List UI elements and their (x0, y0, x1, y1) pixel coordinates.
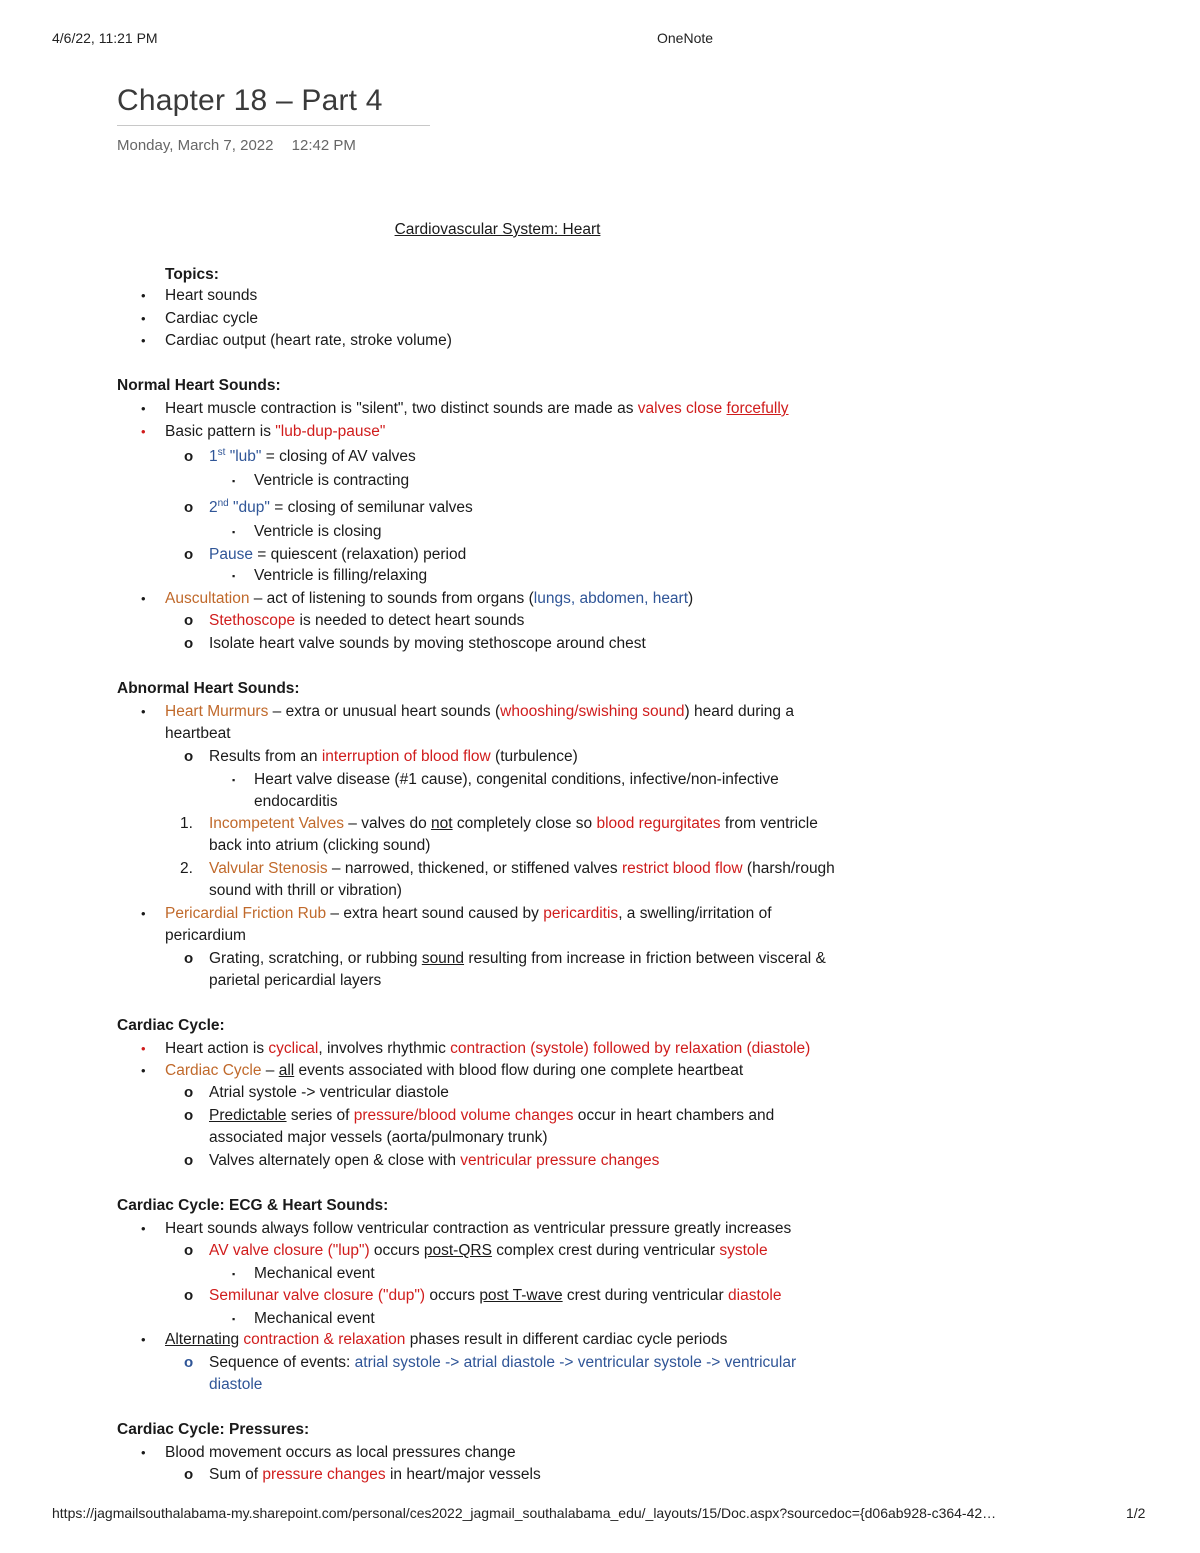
square-marker: ▪ (232, 775, 236, 785)
circle-marker: o (184, 635, 194, 652)
bullet-marker: • (141, 906, 146, 921)
highlight-text: pericarditis (543, 905, 619, 922)
term-text: Incompetent Valves (209, 815, 344, 832)
circle-marker: o (184, 1287, 194, 1304)
highlight-text: "lub-dup-pause" (275, 423, 386, 440)
text-run: completely close so (452, 815, 597, 832)
list-item (165, 1061, 743, 1081)
text-run: (turbulence) (490, 748, 578, 765)
bullet-marker: • (141, 424, 146, 439)
bullet-marker: • (141, 704, 146, 719)
bullet-marker: • (141, 1063, 146, 1078)
circle-marker: o (184, 1107, 194, 1124)
text-run: – valves do (343, 815, 432, 832)
list-item (209, 447, 416, 467)
highlight-text: Stethoscope (209, 612, 296, 629)
list-item: Ventricle is contracting (254, 472, 410, 489)
text-run: , a swelling/irritation of (618, 905, 772, 922)
term-text: Cardiac Cycle (165, 1062, 262, 1079)
circle-marker: o (184, 1354, 194, 1371)
print-footer (0, 1505, 1200, 1523)
list-item (209, 859, 835, 879)
text-run: Results from an (209, 748, 322, 765)
term-text: Auscultation (165, 590, 250, 607)
term-text: Pericardial Friction Rub (165, 905, 327, 922)
text-run: – act of listening to sounds from organs ( (249, 590, 534, 607)
highlight-text: whooshing/swishing sound (500, 703, 685, 720)
square-marker: ▪ (232, 1314, 236, 1324)
square-marker: ▪ (232, 527, 236, 537)
text-run: phases result in different cardiac cycle periods (405, 1331, 728, 1348)
list-item (209, 1353, 796, 1373)
circle-marker: o (184, 748, 194, 765)
highlight-text: AV valve closure ("lup") (209, 1242, 370, 1259)
text-run: = quiescent (relaxation) period (252, 546, 467, 563)
text-run: = closing of AV valves (261, 448, 416, 465)
bullet-marker: • (141, 1221, 146, 1236)
text-run: Grating, scratching, or rubbing (209, 950, 422, 967)
text-run: = closing of semilunar valves (269, 499, 473, 516)
list-item: Atrial systole -> ventricular diastole (209, 1084, 449, 1101)
highlight-text: pressure changes (262, 1466, 386, 1483)
section-heading: Cardiac Cycle: Pressures: (117, 1421, 310, 1438)
numbered-marker: 2. (180, 860, 193, 877)
bullet-marker: • (141, 591, 146, 606)
emphasis-text: Predictable (209, 1107, 287, 1124)
text-run: occur in heart chambers and (573, 1107, 775, 1124)
list-item (209, 747, 578, 767)
emphasis-text: all (278, 1062, 295, 1079)
bullet-marker: • (141, 1332, 146, 1347)
highlight-text: "lub" (225, 448, 262, 465)
text-run: Basic pattern is (165, 423, 276, 440)
emphasis-text: post T-wave (479, 1287, 563, 1304)
square-marker: ▪ (232, 571, 236, 581)
numbered-marker: 1. (180, 815, 193, 832)
list-item (165, 1330, 727, 1350)
list-item: Blood movement occurs as local pressures change (165, 1444, 516, 1461)
highlight-text: atrial systole -> atrial diastole -> ventricular systole -> ventricular (354, 1354, 797, 1371)
list-item (209, 1286, 781, 1306)
circle-marker: o (184, 546, 194, 563)
bullet-marker: • (141, 1041, 146, 1056)
list-item (209, 545, 466, 565)
highlight-text: "dup" (228, 499, 270, 516)
list-item (165, 1039, 810, 1059)
text-run: – extra heart sound caused by (326, 905, 544, 922)
highlight-text: interruption of blood flow (321, 748, 491, 765)
superscript: st (217, 446, 226, 458)
list-item: Mechanical event (254, 1310, 375, 1327)
section-heading: Cardiac Cycle: (117, 1017, 225, 1034)
list-item: Mechanical event (254, 1265, 375, 1282)
title-divider (117, 125, 430, 126)
text-run: resulting from increase in friction between visceral & (464, 950, 826, 967)
list-item: Heart sounds (165, 287, 258, 304)
list-item (165, 399, 789, 419)
list-item: Ventricle is closing (254, 523, 382, 540)
list-item: Cardiac output (heart rate, stroke volume) (165, 332, 452, 349)
list-item (165, 904, 772, 924)
emphasis-text: sound (421, 950, 465, 967)
list-item-continuation: back into atrium (clicking sound) (209, 837, 431, 854)
list-item (209, 1465, 541, 1485)
text-run: ) (688, 590, 694, 607)
highlight-text: contraction & relaxation (243, 1331, 406, 1348)
list-item (209, 1241, 768, 1261)
section-heading: Abnormal Heart Sounds: (117, 680, 300, 697)
highlight-text: Semilunar valve closure ("dup") (209, 1287, 426, 1304)
text-run: occurs (369, 1242, 424, 1259)
circle-marker: o (184, 448, 194, 465)
highlight-text: Pause (209, 546, 253, 563)
text-run: (harsh/rough (742, 860, 835, 877)
page-date-time: 12:42 PM (291, 137, 356, 154)
list-item: Heart valve disease (#1 cause), congenital conditions, infective/non-infective (254, 771, 779, 788)
square-marker: ▪ (232, 1269, 236, 1279)
text-run: Sequence of events: (209, 1354, 355, 1371)
section-heading: Normal Heart Sounds: (117, 377, 281, 394)
text-run: complex crest during ventricular (491, 1242, 720, 1259)
term-text: Valvular Stenosis (209, 860, 328, 877)
highlight-text: valves close (637, 400, 723, 417)
text-run: occurs (425, 1287, 480, 1304)
list-item-continuation: pericardium (165, 927, 246, 944)
list-item-continuation: sound with thrill or vibration) (209, 882, 402, 899)
print-app-name: OneNote (657, 30, 714, 46)
bullet-marker: • (141, 288, 146, 303)
page-date (117, 137, 356, 154)
list-item: Ventricle is filling/relaxing (254, 567, 428, 584)
bullet-marker: • (141, 311, 146, 326)
print-page-number: 1/2 (1126, 1505, 1146, 1521)
list-item: Heart sounds always follow ventricular contraction as ventricular pressure greatly increases (165, 1220, 792, 1237)
term-text: Heart Murmurs (165, 703, 269, 720)
highlight-text: blood regurgitates (596, 815, 721, 832)
text-run: series of (286, 1107, 354, 1124)
list-item (209, 814, 818, 834)
highlight-text: pressure/blood volume changes (353, 1107, 574, 1124)
list-item-continuation: associated major vessels (aorta/pulmonary trunk) (209, 1129, 548, 1146)
text-run: – narrowed, thickened, or stiffened valves (327, 860, 622, 877)
list-item-continuation: parietal pericardial layers (209, 972, 382, 989)
list-item (209, 498, 473, 518)
list-item (209, 949, 826, 969)
print-url: https://jagmailsouthalabama-my.sharepoint.com/personal/ces2022_jagmail_southalabama_edu/_layouts/15/Doc.aspx?sourcedoc={d06ab928-c364-42… (52, 1505, 997, 1521)
highlight-text: contraction (systole) followed by relaxation (diastole) (450, 1040, 811, 1057)
text-run: is needed to detect heart sounds (295, 612, 525, 629)
emphasis-text: Alternating (165, 1331, 240, 1348)
text-run: ) heard during a (684, 703, 794, 720)
highlight-text: 2 (209, 499, 218, 516)
superscript: nd (217, 497, 229, 509)
text-run: in heart/major vessels (385, 1466, 541, 1483)
list-item: Isolate heart valve sounds by moving stethoscope around chest (209, 635, 646, 652)
square-marker: ▪ (232, 476, 236, 486)
list-item (165, 589, 693, 609)
bullet-marker: • (141, 401, 146, 416)
highlight-text: forcefully (726, 400, 789, 417)
circle-marker: o (184, 1242, 194, 1259)
text-run: Heart action is (165, 1040, 269, 1057)
list-item-continuation: heartbeat (165, 725, 231, 742)
text-run: , involves rhythmic (318, 1040, 451, 1057)
circle-marker: o (184, 950, 194, 967)
list-item (209, 611, 524, 631)
highlight-text: lungs, abdomen, heart (533, 590, 689, 607)
highlight-text: ventricular pressure changes (460, 1152, 660, 1169)
highlight-text: 1 (209, 448, 218, 465)
page-date-day: Monday, March 7, 2022 (117, 137, 274, 154)
emphasis-text: post-QRS (423, 1242, 492, 1259)
list-item-continuation: endocarditis (254, 793, 338, 810)
list-item-continuation: diastole (209, 1376, 263, 1393)
circle-marker: o (184, 1084, 194, 1101)
text-run: – extra or unusual heart sounds ( (268, 703, 501, 720)
bullet-marker: • (141, 1445, 146, 1460)
circle-marker: o (184, 1152, 194, 1169)
text-run: – (261, 1062, 279, 1079)
text-run: from ventricle (720, 815, 818, 832)
highlight-text: diastole (728, 1287, 782, 1304)
topics-heading: Topics: (165, 266, 219, 283)
list-item (209, 1151, 659, 1171)
page-title: Chapter 18 – Part 4 (117, 84, 383, 117)
document-title: Cardiovascular System: Heart (394, 221, 601, 238)
list-item (165, 702, 794, 722)
print-datetime: 4/6/22, 11:21 PM (52, 30, 158, 46)
text-run: events associated with blood flow during one complete heartbeat (294, 1062, 744, 1079)
list-item (165, 422, 385, 442)
emphasis-text: not (431, 815, 453, 832)
list-item: Cardiac cycle (165, 310, 259, 327)
print-header (0, 30, 1200, 48)
circle-marker: o (184, 1466, 194, 1483)
list-item (209, 1106, 774, 1126)
highlight-text: systole (719, 1242, 768, 1259)
text-run: Heart muscle contraction is "silent", two distinct sounds are made as (165, 400, 638, 417)
bullet-marker: • (141, 333, 146, 348)
text-run: Valves alternately open & close with (209, 1152, 461, 1169)
highlight-text: restrict blood flow (622, 860, 743, 877)
circle-marker: o (184, 499, 194, 516)
section-heading: Cardiac Cycle: ECG & Heart Sounds: (117, 1197, 389, 1214)
circle-marker: o (184, 612, 194, 629)
highlight-text: cyclical (268, 1040, 319, 1057)
text-run: crest during ventricular (562, 1287, 729, 1304)
text-run: Sum of (209, 1466, 263, 1483)
